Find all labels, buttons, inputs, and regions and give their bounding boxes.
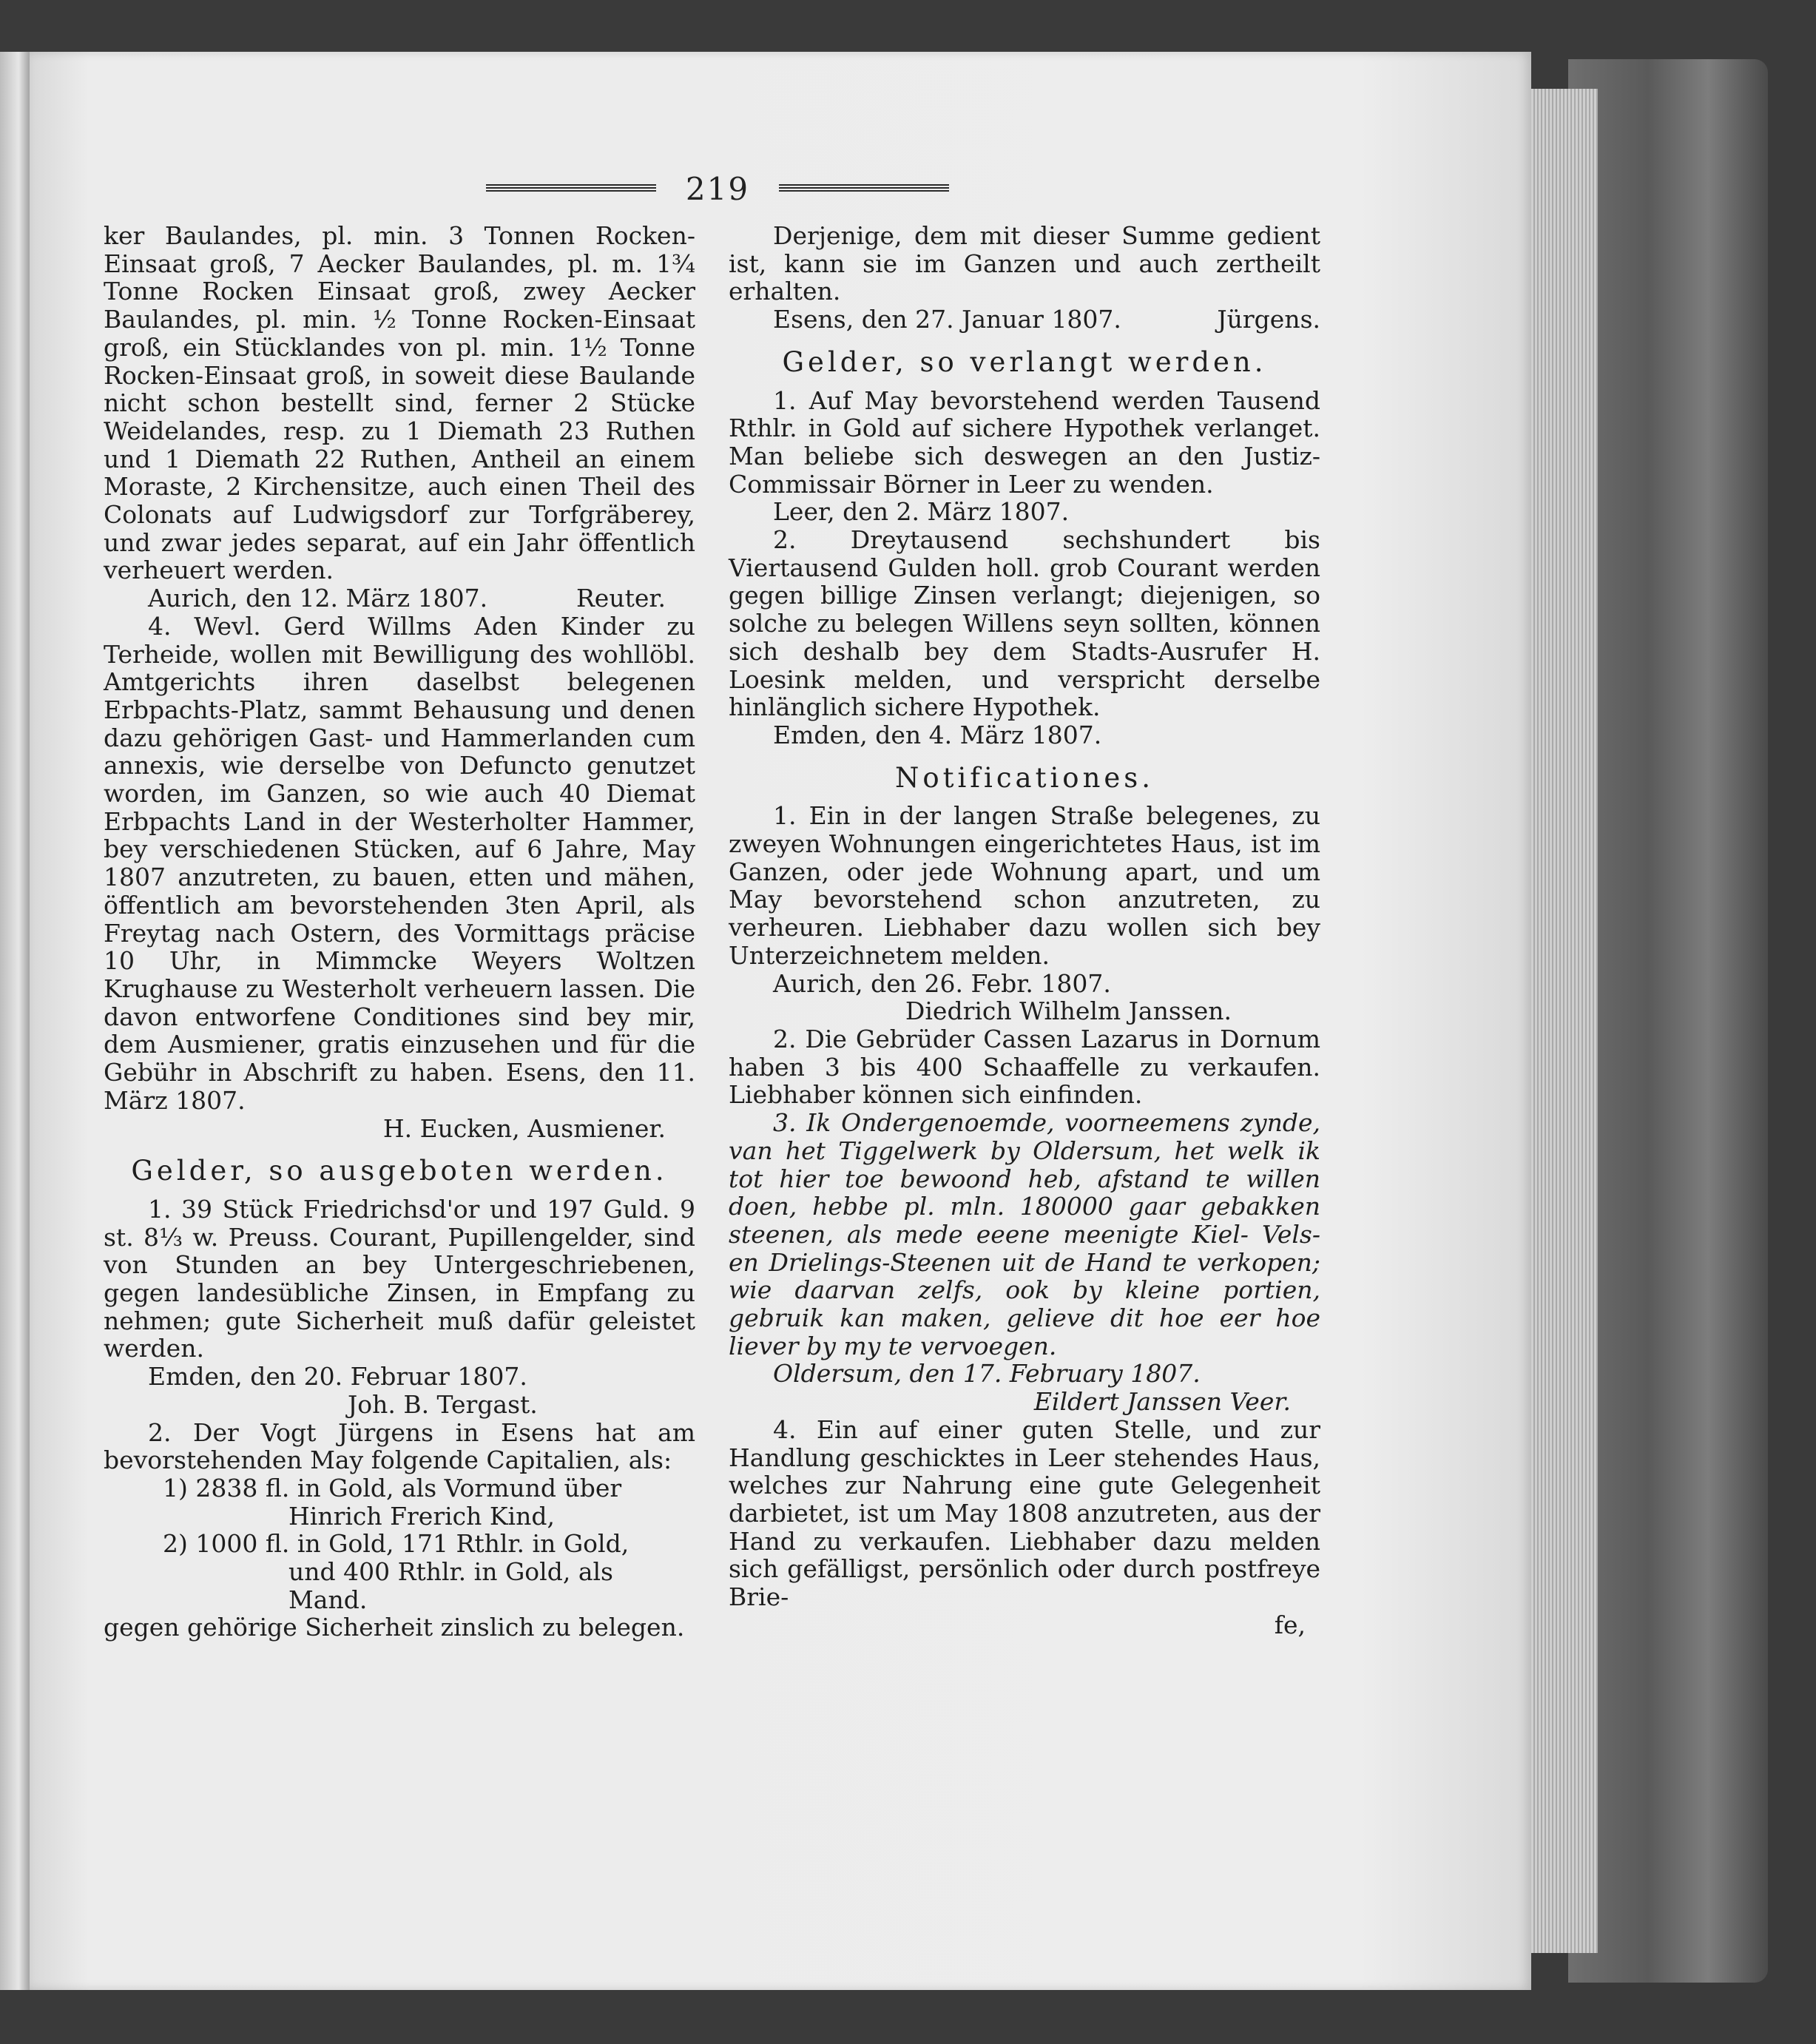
section-heading: Gelder, so ausgeboten werden. [131,1155,668,1187]
list-item: 2) 1000 fl. in Gold, 171 Rthlr. in Gold, [163,1529,629,1559]
paragraph: 2. Der Vogt Jürgens in Esens hat am bevorstehenden May folgende Capitalien, als: [104,1417,695,1475]
paragraph: gegen gehörige Sicherheit zinslich zu belegen. [104,1613,685,1642]
place-date: Emden, den 20. Februar 1807. [148,1362,527,1392]
signature: Diedrich Wilhelm Janssen. [905,996,1232,1026]
signature: Eildert Janssen Veer. [1033,1387,1291,1417]
facing-page-edge [0,52,31,1990]
place-date: Emden, den 4. März 1807. [773,720,1102,749]
paragraph: 4. Wevl. Gerd Willms Aden Kinder zu Terheide, wollen mit Bewilligung des wohllöbl. Amtgerichts ihren daselbst belegenen Erbpachts-Platz, sammt Behausung und denen dazu gehörigen Gast- und Hammerlanden cum annexis, wie derselbe von Defuncto genutzet worden, im Ganzen, so wie auch 40 Diemat Erbpachts Land in der Westerholter Hammer, bey verschiedenen Stücken, auf 6 Jahre, May 1807 anzutreten, zu bauen, etten und mähen, öffentlich am bevorstehenden 3ten April, als Freytag nach Ostern, des Vormittags präcise 10 Uhr, in Mimmcke Weyers Woltzen Krughause zu Westerholt verheuern lassen. Die davon entworfene Conditiones sind bey mir, dem Ausmiener, gratis einzusehen und für die Gebühr in Abschrift zu haben. Esens, den 11. März 1807. [104,611,695,1115]
place-date-text: Aurich, den 12. März 1807. [148,584,488,613]
paragraph: 3. Ik Ondergenoemde, voorneemens zynde, van het Tiggelwerk by Oldersum, het welk ik tot hier toe bewoond heb, afstand te willen doen, hebbe pl. mln. 180000 gaar gebakken steenen, als mede eeene meenigte Kiel- Vels- en Drielings-Steenen uit de Hand te verkopen; wie daarvan zelfs, ook by kleine portien, gebruik kan maken, gelieve dit hoe eer hoe liever by my te vervoegen. [729,1108,1320,1360]
paragraph: 1. 39 Stück Friedrichsd'or und 197 Guld. 9 st. 8⅓ w. Preuss. Courant, Pupillengelder, sind von Stunden an bey Untergeschriebenen, gegen landesübliche Zinsen, in Empfang zu nehmen; gute Sicherheit muß dafür geleistet werden. [104,1194,695,1363]
signature: Joh. B. Tergast. [348,1389,538,1419]
place-date: Leer, den 2. März 1807. [773,497,1070,527]
paragraph: 1. Ein in der langen Straße belegenes, zu zweyen Wohnungen eingerichtetes Haus, ist im Ganzen, oder jede Wohnung apart, und um May bevorstehend schon anzutreten, zu verheuren. Liebhaber dazu wollen sich bey Unterzeichnetem melden. [729,801,1320,970]
right-column [729,222,1320,1639]
header-rule-right [779,184,949,193]
place-date: Aurich, den 26. Febr. 1807. [773,968,1111,998]
place-date-text: Esens, den 27. Januar 1807. [773,305,1121,334]
list-item-continued: und 400 Rthlr. in Gold, als [288,1557,613,1587]
place-date [104,584,695,613]
paragraph: 2. Dreytausend sechshundert bis Viertausend Gulden holl. grob Courant werden gegen billige Zinsen verlangt; diejenigen, so solche zu belegen Willens seyn sollten, können sich deshalb bey dem Stadts-Ausrufer H. Loesink melden, und verspricht derselbe hinlänglich sichere Hypothek. [729,525,1320,722]
place-date: Oldersum, den 17. February 1807. [773,1359,1201,1389]
page-header [477,166,958,211]
signature: Reuter. [575,584,666,613]
list-item-continued: Mand. [288,1585,368,1614]
header-rule-left [486,184,656,193]
signature: Jürgens. [1217,305,1320,334]
list-item-continued: Hinrich Frerich Kind, [288,1501,555,1531]
section-heading: Notificationes. [894,761,1155,794]
left-column [104,222,695,1642]
paragraph: ker Baulandes, pl. min. 3 Tonnen Rocken-Einsaat groß, 7 Aecker Baulandes, pl. m. 1¾ Tonne Rocken Einsaat groß, zwey Aecker Baulandes, pl. min. ½ Tonne Rocken-Einsaat groß, ein Stücklandes von pl. min. 1½ Tonne Rocken-Einsaat groß, in soweit diese Baulande nicht schon bestellt sind, ferner 2 Stücke Weidelandes, resp. zu 1 Diemath 23 Ruthen und 1 Diemath 22 Ruthen, Antheil an einem Moraste, 2 Kirchensitze, auch einen Theil des Colonats auf Ludwigsdorf zur Torfgräberey, und zwar jedes separat, auf ein Jahr öffentlich verheuert werden. [104,221,695,585]
page-number: 219 [685,170,750,207]
list-item: 1) 2838 fl. in Gold, als Vormund über [163,1473,622,1502]
book-cover [1568,59,1768,1983]
signature: H. Eucken, Ausmiener. [382,1113,666,1143]
section-heading: Gelder, so verlangt werden. [782,345,1267,378]
catchword: fe, [1274,1610,1306,1639]
paragraph: 2. Die Gebrüder Cassen Lazarus in Dornum haben 3 bis 400 Schaaffelle zu verkaufen. Liebhaber können sich einfinden. [729,1024,1320,1110]
place-date [729,306,1320,334]
paragraph: 4. Ein auf einer guten Stelle, und zur Handlung geschicktes in Leer stehendes Haus, welches zur Nahrung eine gute Gelegenheit darbietet, ist um May 1808 anzutreten, aus der Hand zu verkaufen. Liebhaber dazu melden sich gefälligst, persönlich oder durch postfreye Brie- [729,1414,1320,1612]
paragraph: Derjenige, dem mit dieser Summe gedient ist, kann sie im Ganzen und auch zertheilt erhalten. [729,221,1320,306]
paragraph: 1. Auf May bevorstehend werden Tausend Rthlr. in Gold auf sichere Hypothek verlanget. Man beliebe sich deswegen an den Justiz-Commissair Börner in Leer zu wenden. [729,385,1320,499]
